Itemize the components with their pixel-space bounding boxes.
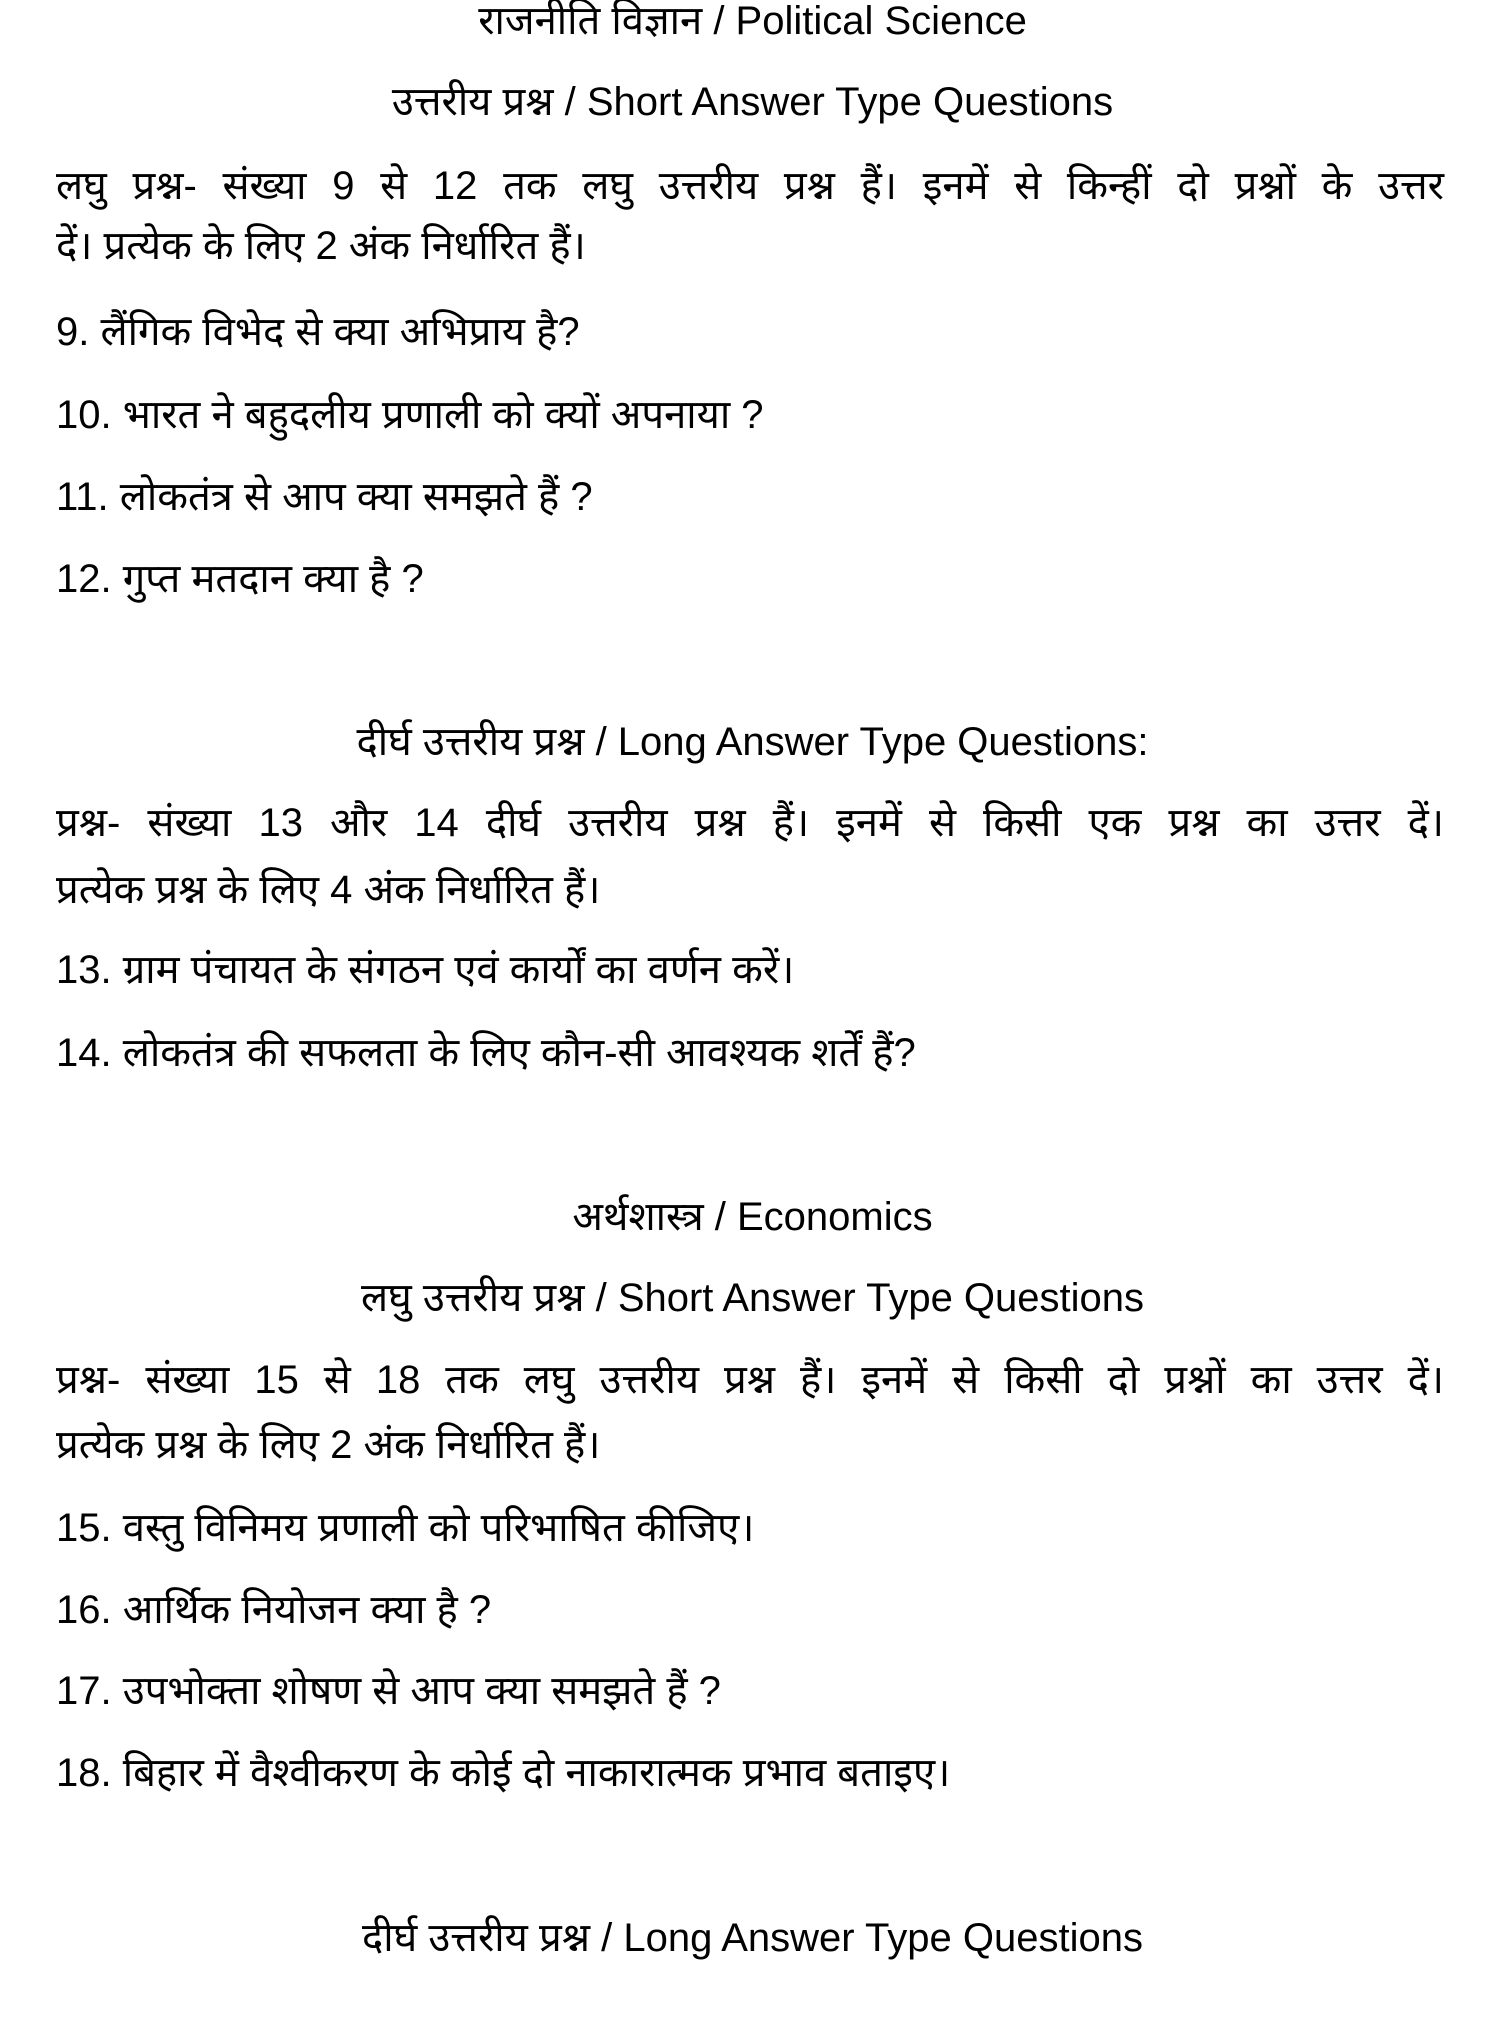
- section-title-economics: अर्थशास्त्र / Economics: [572, 1195, 933, 1239]
- question-17: 17. उपभोक्ता शोषण से आप क्या समझते हैं ?: [56, 1669, 721, 1713]
- question-10: 10. भारत ने बहुदलीय प्रणाली को क्यों अपनाया ?: [56, 393, 764, 437]
- question-16: 16. आर्थिक नियोजन क्या है ?: [56, 1588, 492, 1632]
- question-9: 9. लैंगिक विभेद से क्या अभिप्राय है?: [56, 310, 580, 354]
- long-answer-instruction-line1: प्रश्न- संख्या 13 और 14 दीर्घ उत्तरीय प्रश्न हैं। इनमें से किसी एक प्रश्न का उत्तर दें।: [56, 801, 1444, 845]
- short-answer-instruction-line1: प्रश्न- संख्या 15 से 18 तक लघु उत्तरीय प्रश्न हैं। इनमें से किसी दो प्रश्नों का उत्तर दें।: [56, 1358, 1444, 1402]
- short-answer-instruction-line1: लघु प्रश्न- संख्या 9 से 12 तक लघु उत्तरीय प्रश्न हैं। इनमें से किन्हीं दो प्रश्नों के उत्तर: [56, 164, 1444, 208]
- section-title-political-science: राजनीति विज्ञान / Political Science: [478, 0, 1027, 43]
- short-answer-instruction-line2: प्रत्येक प्रश्न के लिए 2 अंक निर्धारित हैं।: [56, 1423, 601, 1467]
- short-answer-heading: उत्तरीय प्रश्न / Short Answer Type Questions: [391, 80, 1114, 124]
- long-answer-instruction-line2: प्रत्येक प्रश्न के लिए 4 अंक निर्धारित हैं।: [56, 868, 601, 912]
- long-answer-heading: दीर्घ उत्तरीय प्रश्न / Long Answer Type Questions:: [356, 720, 1149, 764]
- question-18: 18. बिहार में वैश्वीकरण के कोई दो नाकारात्मक प्रभाव बताइए।: [56, 1751, 951, 1795]
- question-12: 12. गुप्त मतदान क्या है ?: [56, 557, 424, 601]
- question-13: 13. ग्राम पंचायत के संगठन एवं कार्यों का वर्णन करें।: [56, 948, 795, 992]
- short-answer-instruction-line2: दें। प्रत्येक के लिए 2 अंक निर्धारित हैं।: [56, 224, 586, 268]
- question-11: 11. लोकतंत्र से आप क्या समझते हैं ?: [56, 475, 593, 519]
- question-15: 15. वस्तु विनिमय प्रणाली को परिभाषित कीजिए।: [56, 1506, 755, 1550]
- short-answer-heading: लघु उत्तरीय प्रश्न / Short Answer Type Questions: [360, 1276, 1145, 1320]
- question-14: 14. लोकतंत्र की सफलता के लिए कौन-सी आवश्यक शर्तें हैं?: [56, 1031, 916, 1075]
- long-answer-heading: दीर्घ उत्तरीय प्रश्न / Long Answer Type Questions: [362, 1916, 1143, 1960]
